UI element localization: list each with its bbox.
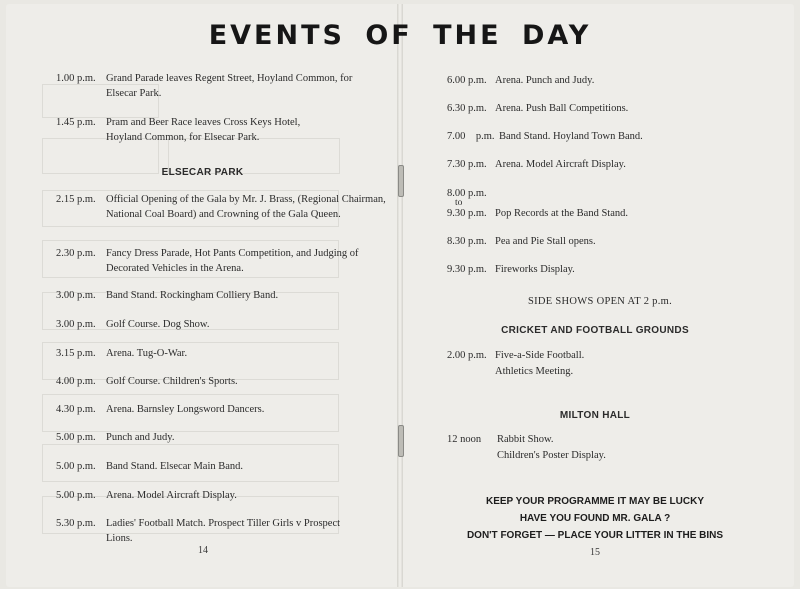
event-item (56, 516, 356, 546)
footer-line-litter: DON'T FORGET — PLACE YOUR LITTER IN THE BINS (466, 530, 724, 541)
event-description: Golf Course. Dog Show. (106, 319, 210, 330)
event-item (56, 71, 356, 101)
event-description: Pram and Beer Race leaves Cross Keys Hotel, Hoyland Common, for Elsecar Park. (106, 117, 301, 143)
event-time: 7.30 p.m. (447, 159, 487, 170)
event-time: 2.30 p.m. (56, 248, 96, 259)
event-time: 3.00 p.m. (56, 319, 96, 330)
event-description: Pea and Pie Stall opens. (495, 236, 596, 247)
event-item-range (447, 186, 747, 232)
event-description: Arena. Barnsley Longsword Dancers. (106, 404, 265, 415)
event-time: 2.00 p.m. (447, 350, 487, 361)
event-item (56, 192, 386, 237)
event-time: 9.30 p.m. (447, 264, 487, 275)
footer-line-mr-gala: HAVE YOU FOUND MR. GALA ? (519, 513, 671, 524)
event-description: Official Opening of the Gala by Mr. J. Brass, (Regional Chairman, National Coal Board) and Crowning of the Gala Queen. (106, 194, 386, 220)
event-time: 6.00 p.m. (447, 75, 487, 86)
event-time: 6.30 p.m. (447, 103, 487, 114)
page-number: 14 (198, 545, 208, 556)
event-time: 4.30 p.m. (56, 404, 96, 415)
event-description: Golf Course. Children's Sports. (106, 376, 238, 387)
event-time: 2.15 p.m. (56, 194, 96, 205)
event-time: 12 noon (447, 434, 482, 445)
event-description: Band Stand. Hoyland Town Band. (499, 131, 643, 142)
event-time: 1.45 p.m. (56, 117, 96, 128)
event-description: Arena. Punch and Judy. (495, 75, 595, 86)
event-time: 5.30 p.m. (56, 518, 96, 529)
side-shows-notice: SIDE SHOWS OPEN AT 2 p.m. (527, 296, 673, 307)
event-item (56, 115, 356, 145)
event-time: 5.00 p.m. (56, 432, 96, 443)
event-time: 7.00 p.m. (447, 131, 495, 142)
event-description: Rabbit Show. (497, 434, 554, 445)
event-description: Grand Parade leaves Regent Street, Hoyland Common, for Elsecar Park. (106, 73, 353, 99)
event-time-to: to (455, 198, 463, 208)
event-description: Athletics Meeting. (495, 366, 574, 377)
event-description: Punch and Judy. (106, 432, 175, 443)
event-time: 9.30 p.m. (447, 208, 487, 219)
event-description: Ladies' Football Match. Prospect Tiller Girls v Prospect Lions. (106, 518, 341, 544)
event-description: Fireworks Display. (495, 264, 575, 275)
event-description: Arena. Model Aircraft Display. (106, 490, 237, 501)
event-time-start: 8.00 p.m. (447, 188, 487, 199)
event-time: 3.00 p.m. (56, 290, 96, 301)
event-item (447, 348, 747, 380)
event-description: Band Stand. Rockingham Colliery Band. (106, 290, 279, 301)
event-time: 5.00 p.m. (56, 490, 96, 501)
page-number: 15 (590, 547, 600, 558)
event-time: 8.30 p.m. (447, 236, 487, 247)
page-title: EVENTS OF THE DAY (208, 20, 592, 51)
event-description: Arena. Tug-O-War. (106, 348, 188, 359)
event-description: Arena. Model Aircraft Display. (495, 159, 626, 170)
event-description: Band Stand. Elsecar Main Band. (106, 461, 244, 472)
event-description: Arena. Push Ball Competitions. (495, 103, 629, 114)
event-time: 1.00 p.m. (56, 73, 96, 84)
event-description: Pop Records at the Band Stand. (495, 208, 628, 219)
event-item (447, 432, 747, 464)
event-description: Fancy Dress Parade, Hot Pants Competition, and Judging of Decorated Vehicles in the Arena. (106, 248, 359, 274)
section-heading-milton-hall: MILTON HALL (559, 410, 631, 421)
footer-line-lucky: KEEP YOUR PROGRAMME IT MAY BE LUCKY (486, 496, 704, 507)
event-item (56, 246, 359, 276)
event-description: Children's Poster Display. (497, 450, 606, 461)
event-time: 5.00 p.m. (56, 461, 96, 472)
section-heading-elsecar-park: ELSECAR PARK (161, 167, 244, 178)
event-time: 4.00 p.m. (56, 376, 96, 387)
section-heading-cricket-football: CRICKET AND FOOTBALL GROUNDS (501, 325, 689, 336)
event-time: 3.15 p.m. (56, 348, 96, 359)
event-description: Five-a-Side Football. (495, 350, 585, 361)
